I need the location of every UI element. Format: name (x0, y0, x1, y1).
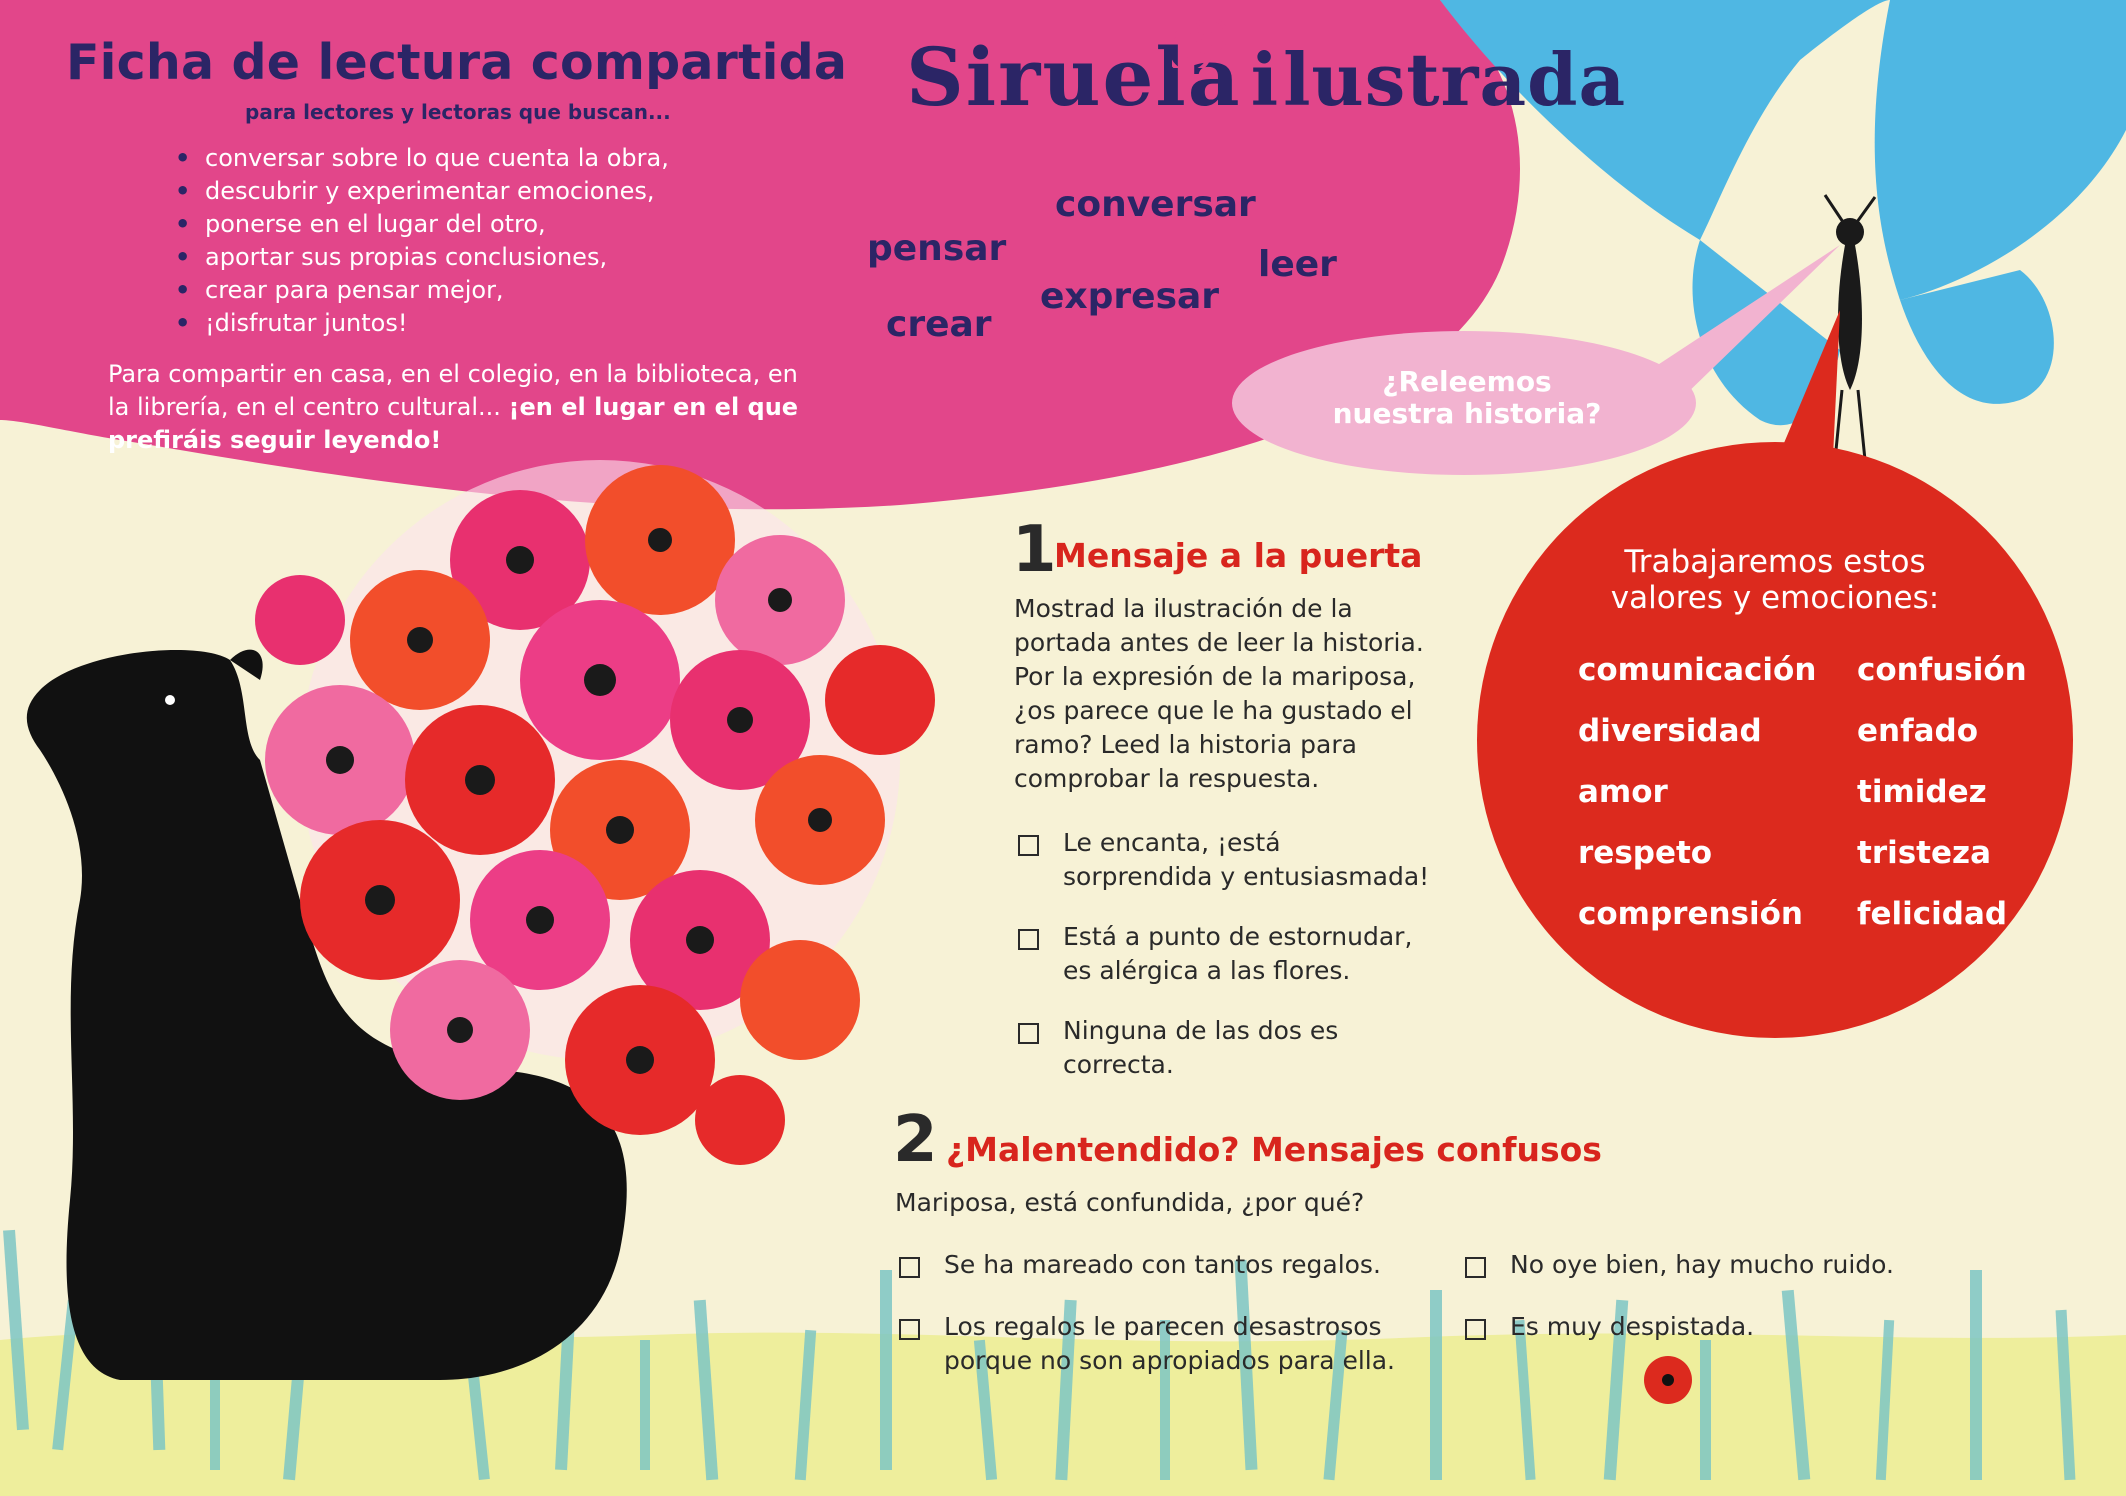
checkbox[interactable] (1018, 929, 1039, 950)
option-label: Los regalos le parecen desastrosos porque no son apropiados para ella. (944, 1312, 1396, 1375)
option-label: Está a punto de estornudar, es alérgica a las flores. (1063, 922, 1413, 985)
option-label: Le encanta, ¡está sorprendida y entusiasmada! (1063, 828, 1430, 891)
logo-swirl-icon (1172, 10, 1230, 68)
emotion-item: enfado (1857, 713, 1978, 749)
section-2-title: ¿Malentendido? Mensajes confusos (946, 1130, 1602, 1169)
goals-list (205, 142, 669, 340)
speech-line-1: ¿Releemos (1382, 365, 1552, 398)
word-conversar: conversar (1055, 184, 1256, 225)
goal-item: • conversar sobre lo que cuenta la obra, (205, 142, 669, 175)
section-1-text: Mostrad la ilustración de la portada antes de leer la historia. Por la expresión de la mariposa, ¿os parece que le ha gustado el ramo? Leed la historia para comprobar la respuesta. (1014, 594, 1424, 793)
logo-part-1: Siruela (906, 30, 1242, 124)
option-label: Ninguna de las dos es correcta. (1063, 1016, 1339, 1079)
values-heading (1500, 544, 2050, 616)
option-label: Se ha mareado con tantos regalos. (944, 1250, 1381, 1279)
logo-part-2: i (1250, 37, 1280, 122)
page-subtitle: para lectores y lectoras que buscan... (245, 100, 671, 124)
publisher-logo (906, 30, 1626, 124)
emotion-item: timidez (1857, 774, 1987, 810)
values-heading-line-2: valores y emociones: (1610, 580, 1940, 616)
goal-item: • ponerse en el lugar del otro, (205, 208, 669, 241)
checkbox[interactable] (1018, 1023, 1039, 1044)
page-title: Ficha de lectura compartida (66, 34, 848, 91)
checkbox[interactable] (899, 1257, 920, 1278)
values-circle (1477, 442, 2073, 1038)
section-2-option[interactable] (899, 1310, 1419, 1378)
intro-plain: Para compartir en casa, en el colegio, en la biblioteca, en la librería, en el centro cultural... (108, 360, 798, 421)
value-item: comprensión (1578, 896, 1803, 932)
checkbox[interactable] (1465, 1257, 1486, 1278)
intro-bold: ¡en el lugar en el que prefiráis seguir leyendo! (108, 393, 799, 454)
value-item: amor (1578, 774, 1668, 810)
section-1-option[interactable] (1018, 1014, 1438, 1082)
section-1-option[interactable] (1018, 920, 1438, 988)
checkbox[interactable] (899, 1319, 920, 1340)
value-item: respeto (1578, 835, 1713, 871)
value-item: diversidad (1578, 713, 1762, 749)
word-pensar: pensar (867, 228, 1007, 269)
option-label: No oye bien, hay mucho ruido. (1510, 1250, 1894, 1279)
section-2-option[interactable] (1465, 1248, 1985, 1282)
intro-text (108, 358, 808, 457)
word-expresar: expresar (1040, 276, 1220, 317)
checkbox[interactable] (1465, 1319, 1486, 1340)
section-1-title: Mensaje a la puerta (1054, 536, 1423, 575)
section-2-number: 2 (893, 1103, 938, 1177)
emotion-item: felicidad (1857, 896, 2008, 932)
word-crear: crear (886, 304, 992, 345)
emotion-item: confusión (1857, 652, 2027, 688)
word-leer: leer (1258, 244, 1337, 285)
goal-item: • descubrir y experimentar emociones, (205, 175, 669, 208)
goal-item: • crear para pensar mejor, (205, 274, 669, 307)
speech-bubble-text (1232, 366, 1702, 430)
logo-part-3: lustrada (1283, 37, 1627, 122)
section-2-question: Mariposa, está confundida, ¿por qué? (895, 1188, 1365, 1217)
emotion-item: tristeza (1857, 835, 1991, 871)
checkbox[interactable] (1018, 835, 1039, 856)
section-2-option[interactable] (1465, 1310, 1985, 1344)
option-label: Es muy despistada. (1510, 1312, 1755, 1341)
speech-line-2: nuestra historia? (1332, 397, 1602, 430)
section-1-number: 1 (1012, 513, 1057, 587)
value-item: comunicación (1578, 652, 1817, 688)
section-2-option[interactable] (899, 1248, 1419, 1282)
section-1-option[interactable] (1018, 826, 1438, 894)
values-heading-line-1: Trabajaremos estos (1624, 544, 1926, 580)
goal-item: • ¡disfrutar juntos! (205, 307, 669, 340)
goal-item: • aportar sus propias conclusiones, (205, 241, 669, 274)
